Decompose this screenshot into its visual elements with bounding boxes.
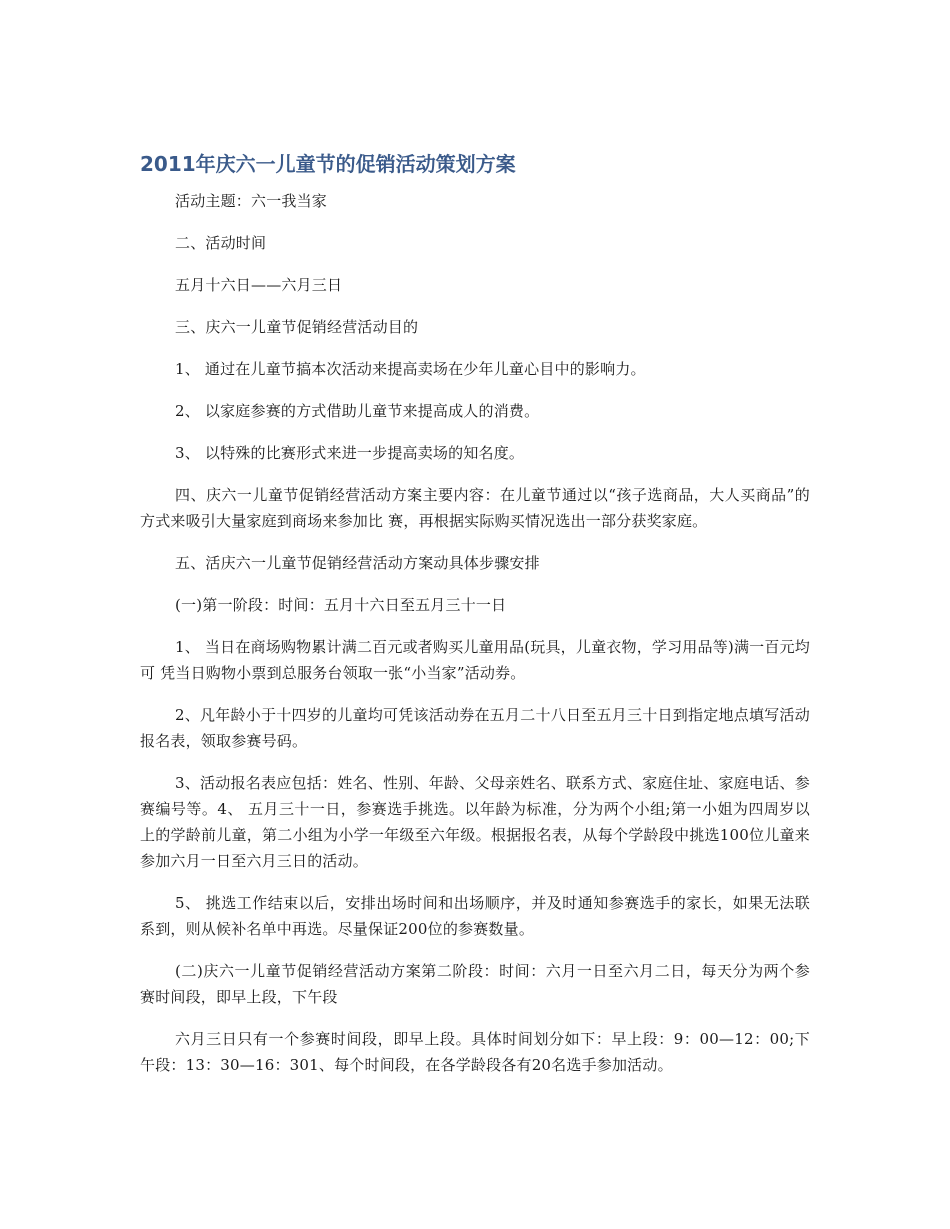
paragraph-purpose-1: 1、 通过在儿童节搞本次活动来提高卖场在少年儿童心目中的影响力。 <box>175 360 646 378</box>
paragraph-time-heading: 二、活动时间 <box>175 234 267 252</box>
paragraph-stage-1-item-1: 1、 当日在商场购物累计满二百元或者购买儿童用品(玩具，儿童衣物，学习用品等)满一百元均可 凭当日购物小票到总服务台领取一张“小当家”活动券。 <box>140 638 810 682</box>
paragraph-stage-1-heading: (一)第一阶段：时间：五月十六日至五月三十一日 <box>175 596 507 614</box>
paragraph-main-content: 四、庆六一儿童节促销经营活动方案主要内容：在儿童节通过以“孩子选商品，大人买商品”的方式来吸引大量家庭到商场来参加比 赛，再根据实际购买情况选出一部分获奖家庭。 <box>140 486 810 530</box>
paragraph-stage-2-heading: (二)庆六一儿童节促销经营活动方案第二阶段：时间：六月一日至六月二日，每天分为两个参赛时间段，即早上段，下午段 <box>140 962 810 1006</box>
document-title: 2011年庆六一儿童节的促销活动策划方案 <box>140 152 516 176</box>
paragraph-purpose-3: 3、 以特殊的比赛形式来进一步提高卖场的知名度。 <box>175 444 525 462</box>
document-page <box>140 150 810 1094</box>
paragraph-purpose-heading: 三、庆六一儿童节促销经营活动目的 <box>175 318 419 336</box>
paragraph-steps-heading: 五、活庆六一儿童节促销经营活动方案动具体步骤安排 <box>175 554 540 572</box>
paragraph-stage-2-schedule: 六月三日只有一个参赛时间段，即早上段。具体时间划分如下：早上段：9：00—12：00;下午段：13：30—16：301、每个时间段，在各学龄段各有20名选手参加活动。 <box>140 1030 810 1074</box>
paragraph-time-range: 五月十六日——六月三日 <box>175 276 343 294</box>
paragraph-stage-1-item-5: 5、 挑选工作结束以后，安排出场时间和出场顺序，并及时通知参赛选手的家长，如果无法联系到，则从候补名单中再选。尽量保证200位的参赛数量。 <box>140 894 810 938</box>
paragraph-theme: 活动主题：六一我当家 <box>175 192 328 210</box>
paragraph-stage-1-item-3: 3、活动报名表应包括：姓名、性别、年龄、父母亲姓名、联系方式、家庭住址、家庭电话、参赛编号等。4、 五月三十一日，参赛选手挑选。以年龄为标准，分为两个小组;第一小姐为四周岁以上的学龄前儿童，第二小组为小学一年级至六年级。根据报名表，从每个学龄段中挑选100位儿童来参加六月一日至六月三日的活动。 <box>140 774 810 870</box>
paragraph-stage-1-item-2: 2、凡年龄小于十四岁的儿童均可凭该活动券在五月二十八日至五月三十日到指定地点填写活动报名表，领取参赛号码。 <box>140 706 810 750</box>
paragraph-purpose-2: 2、 以家庭参赛的方式借助儿童节来提高成人的消费。 <box>175 402 540 420</box>
